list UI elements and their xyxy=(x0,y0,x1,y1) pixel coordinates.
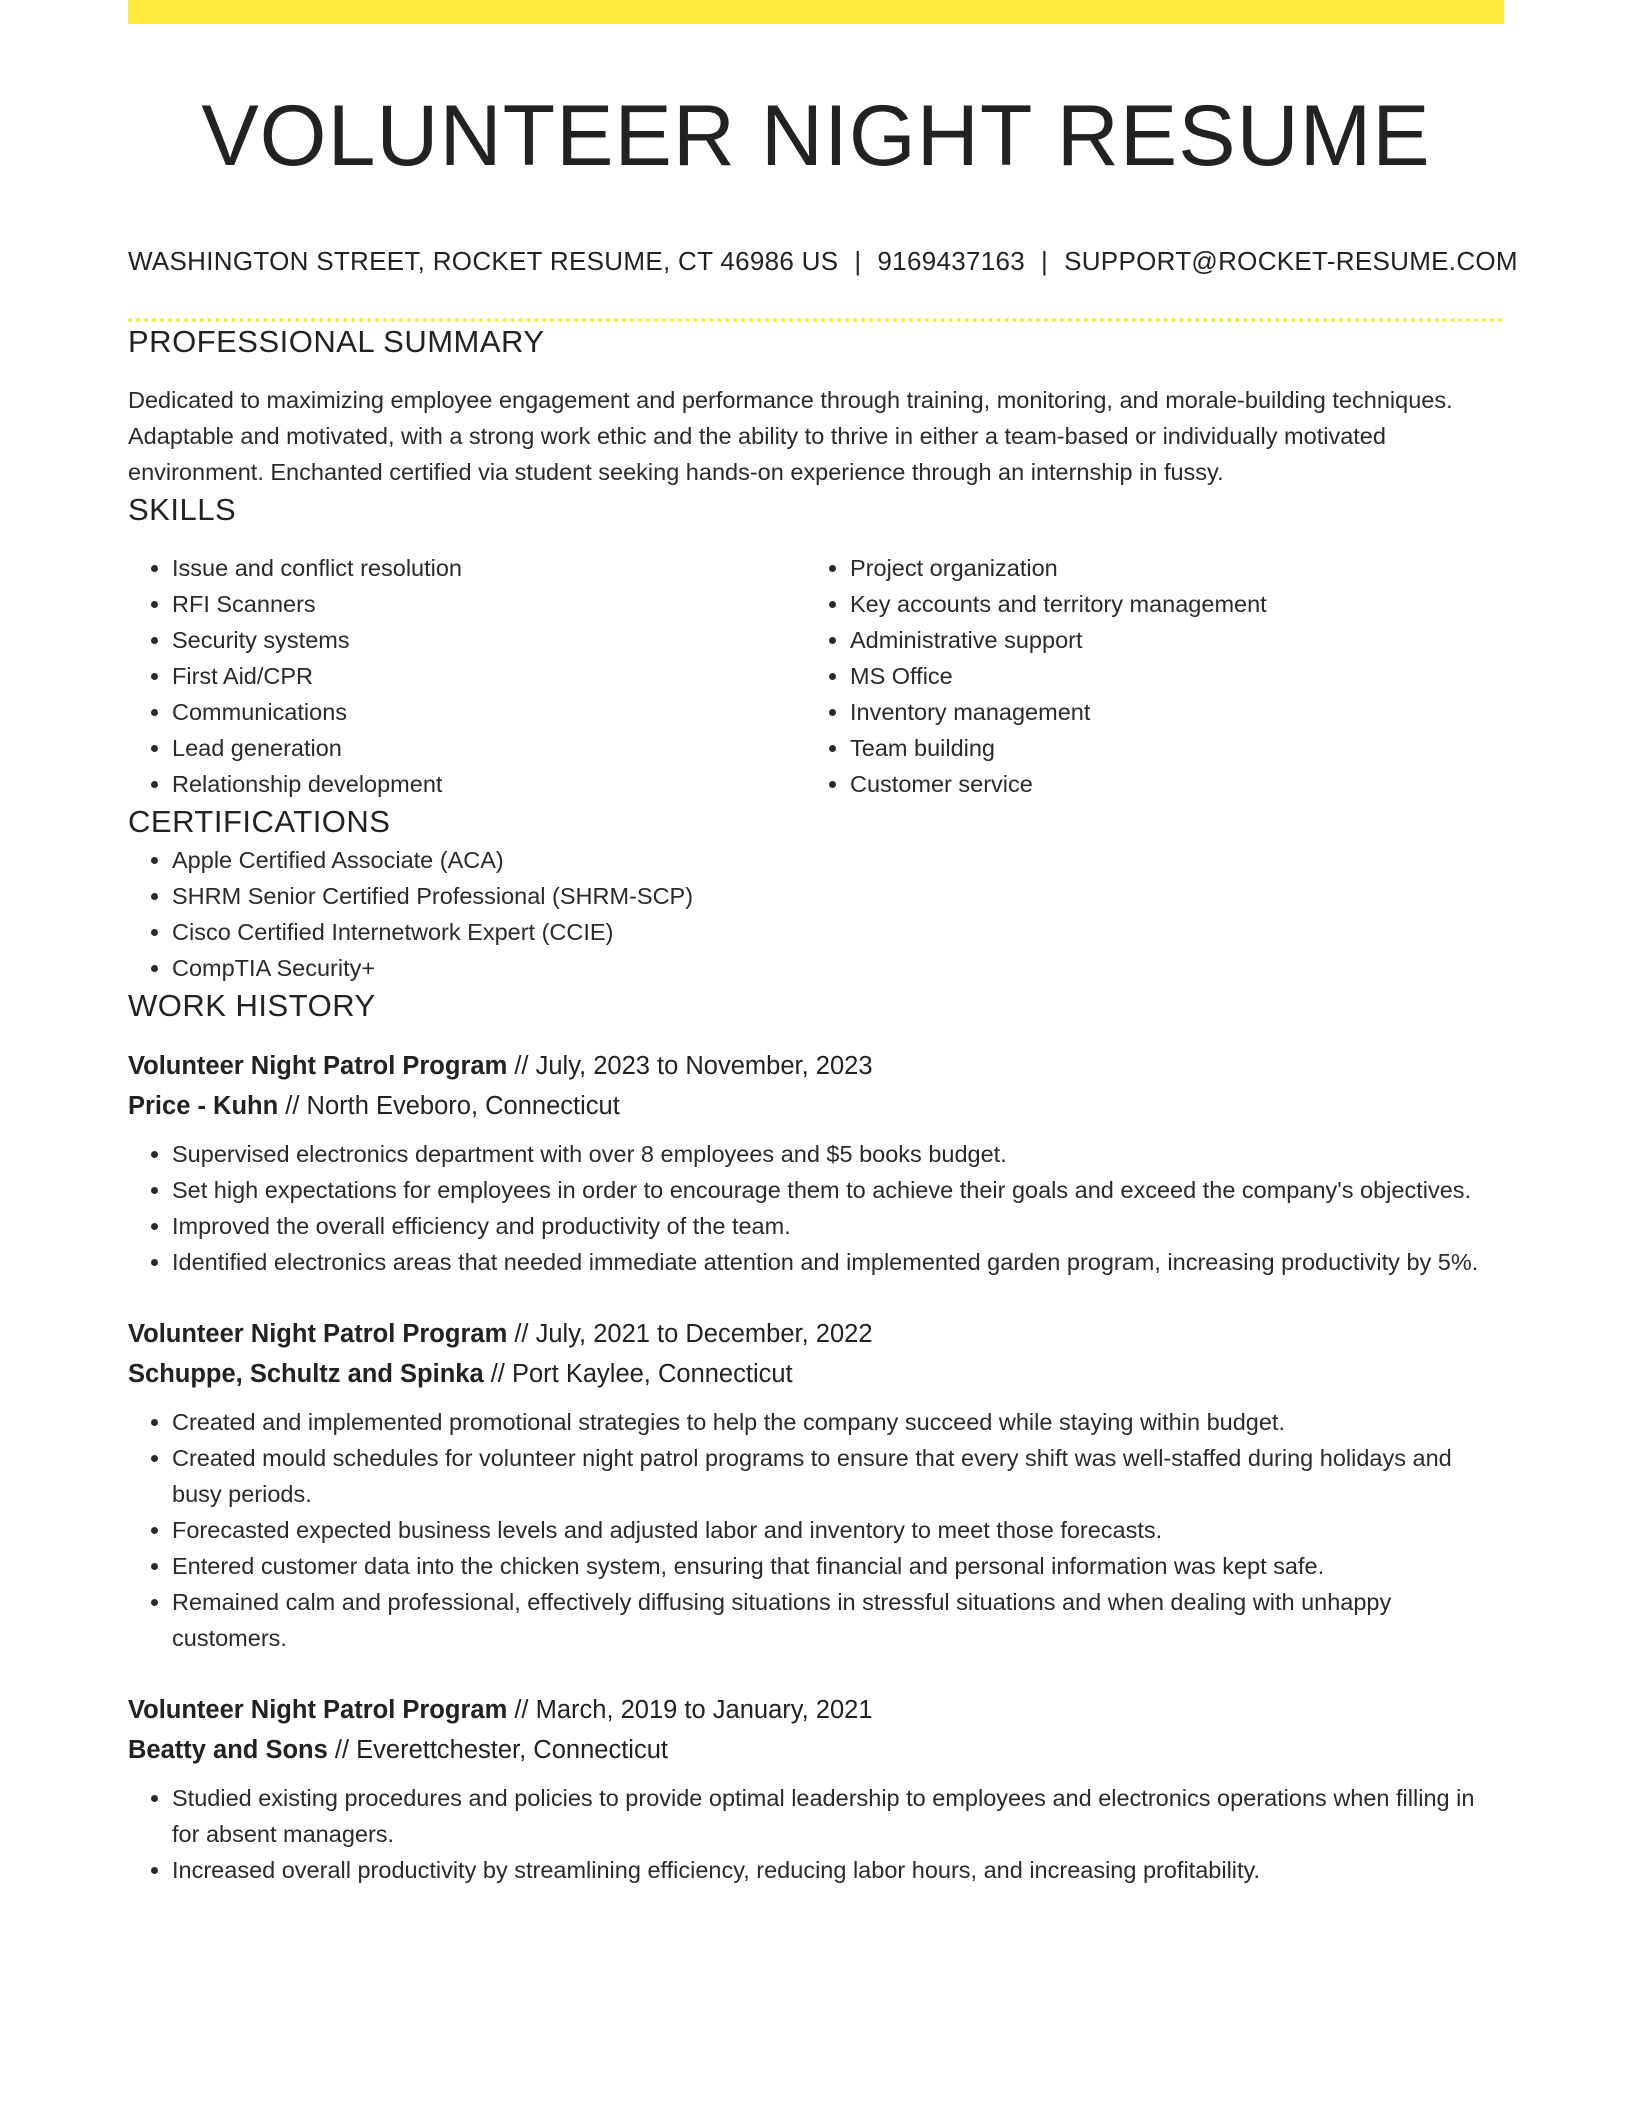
job-bullet: • Remained calm and professional, effectively diffusing situations in stressful situations and when dealing with unhappy customers. xyxy=(172,1584,1504,1656)
job-title: Volunteer Night Patrol Program xyxy=(128,1052,508,1080)
resume-title: VOLUNTEER NIGHT RESUME xyxy=(201,88,1431,184)
skill-item: • First Aid/CPR xyxy=(172,658,806,694)
job-bullets xyxy=(128,1780,1504,1888)
job-company: Price - Kuhn xyxy=(128,1092,279,1120)
skills-right-list xyxy=(806,550,1484,802)
job-bullet: • Increased overall productivity by streamlining efficiency, reducing labor hours, and increasing profitability. xyxy=(172,1852,1504,1888)
certifications-list xyxy=(128,842,1504,986)
skill-item: • Team building xyxy=(850,730,1484,766)
skills-columns xyxy=(128,550,1504,802)
certification-item: • Apple Certified Associate (ACA) xyxy=(172,842,1504,878)
skills-heading: SKILLS xyxy=(128,492,237,527)
contact-line xyxy=(128,244,1518,278)
job-company: Schuppe, Schultz and Spinka xyxy=(128,1360,484,1388)
skill-item: • Inventory management xyxy=(850,694,1484,730)
skill-item: • Key accounts and territory management xyxy=(850,586,1484,622)
job-bullets xyxy=(128,1404,1504,1656)
job-company-line xyxy=(128,1086,1504,1126)
job-bullet: • Studied existing procedures and policies to provide optimal leadership to employees and electronics operations when filling in for absent managers. xyxy=(172,1780,1504,1852)
job-location: Everettchester, Connecticut xyxy=(356,1736,668,1764)
job-location: North Eveboro, Connecticut xyxy=(306,1092,620,1120)
job-company: Beatty and Sons xyxy=(128,1736,328,1764)
skills-left-list xyxy=(128,550,806,802)
certifications-heading: CERTIFICATIONS xyxy=(128,804,391,839)
contact-separator: | xyxy=(1041,246,1049,276)
job-bullet: • Forecasted expected business levels and adjusted labor and inventory to meet those forecasts. xyxy=(172,1512,1504,1548)
skill-item: • Customer service xyxy=(850,766,1484,802)
job-delimiter: // xyxy=(483,1360,512,1388)
job-bullet: • Improved the overall efficiency and productivity of the team. xyxy=(172,1208,1504,1244)
resume-page xyxy=(128,0,1518,1888)
job-dates: July, 2021 to December, 2022 xyxy=(535,1320,873,1348)
job-entry xyxy=(128,1314,1504,1656)
job-delimiter: // xyxy=(507,1696,536,1724)
job-dates: March, 2019 to January, 2021 xyxy=(535,1696,873,1724)
job-delimiter: // xyxy=(507,1052,536,1080)
job-bullet: • Set high expectations for employees in order to encourage them to achieve their goals and exceed the company's objectives. xyxy=(172,1172,1504,1208)
job-title-line xyxy=(128,1690,1504,1730)
skill-item: • Relationship development xyxy=(172,766,806,802)
contact-email: SUPPORT@ROCKET-RESUME.COM xyxy=(1064,246,1518,276)
job-title: Volunteer Night Patrol Program xyxy=(128,1320,508,1348)
job-bullet: • Entered customer data into the chicken system, ensuring that financial and personal information was kept safe. xyxy=(172,1548,1504,1584)
summary-heading: PROFESSIONAL SUMMARY xyxy=(128,324,545,359)
skill-item: • Security systems xyxy=(172,622,806,658)
job-delimiter: // xyxy=(507,1320,536,1348)
job-bullets xyxy=(128,1136,1504,1280)
certification-item: • CompTIA Security+ xyxy=(172,950,1504,986)
job-bullet: • Supervised electronics department with over 8 employees and $5 books budget. xyxy=(172,1136,1504,1172)
skill-item: • Lead generation xyxy=(172,730,806,766)
job-location: Port Kaylee, Connecticut xyxy=(511,1360,793,1388)
job-entry xyxy=(128,1690,1504,1888)
skill-item: • Communications xyxy=(172,694,806,730)
summary-text: Dedicated to maximizing employee engagement and performance through training, monitoring, and morale-building techniques. Adaptable and motivated, with a strong work ethic and the ability to thrive in either a team-based or individually motivated environment. Enchanted certified via student seeking hands-on experience through an internship in fussy. xyxy=(128,387,1453,485)
job-bullet: • Created and implemented promotional strategies to help the company succeed while staying within budget. xyxy=(172,1404,1504,1440)
job-bullet: • Identified electronics areas that needed immediate attention and implemented garden program, increasing productivity by 5%. xyxy=(172,1244,1504,1280)
job-bullet: • Created mould schedules for volunteer night patrol programs to ensure that every shift was well-staffed during holidays and busy periods. xyxy=(172,1440,1504,1512)
job-dates: July, 2023 to November, 2023 xyxy=(535,1052,873,1080)
work-history-heading: WORK HISTORY xyxy=(128,988,376,1023)
job-title: Volunteer Night Patrol Program xyxy=(128,1696,508,1724)
job-delimiter: // xyxy=(327,1736,357,1764)
job-entry xyxy=(128,1046,1504,1280)
skill-item: • Project organization xyxy=(850,550,1484,586)
skill-item: • RFI Scanners xyxy=(172,586,806,622)
contact-phone: 9169437163 xyxy=(877,246,1026,276)
contact-address: WASHINGTON STREET, ROCKET RESUME, CT 46986 US xyxy=(128,246,839,276)
certification-item: • Cisco Certified Internetwork Expert (CCIE) xyxy=(172,914,1504,950)
skill-item: • Issue and conflict resolution xyxy=(172,550,806,586)
job-company-line xyxy=(128,1354,1504,1394)
contact-separator: | xyxy=(854,246,862,276)
job-delimiter: // xyxy=(278,1092,307,1120)
certification-item: • SHRM Senior Certified Professional (SHRM-SCP) xyxy=(172,878,1504,914)
accent-top-bar xyxy=(128,0,1504,24)
job-title-line xyxy=(128,1314,1504,1354)
skill-item: • MS Office xyxy=(850,658,1484,694)
skill-item: • Administrative support xyxy=(850,622,1484,658)
job-company-line xyxy=(128,1730,1504,1770)
job-title-line xyxy=(128,1046,1504,1086)
